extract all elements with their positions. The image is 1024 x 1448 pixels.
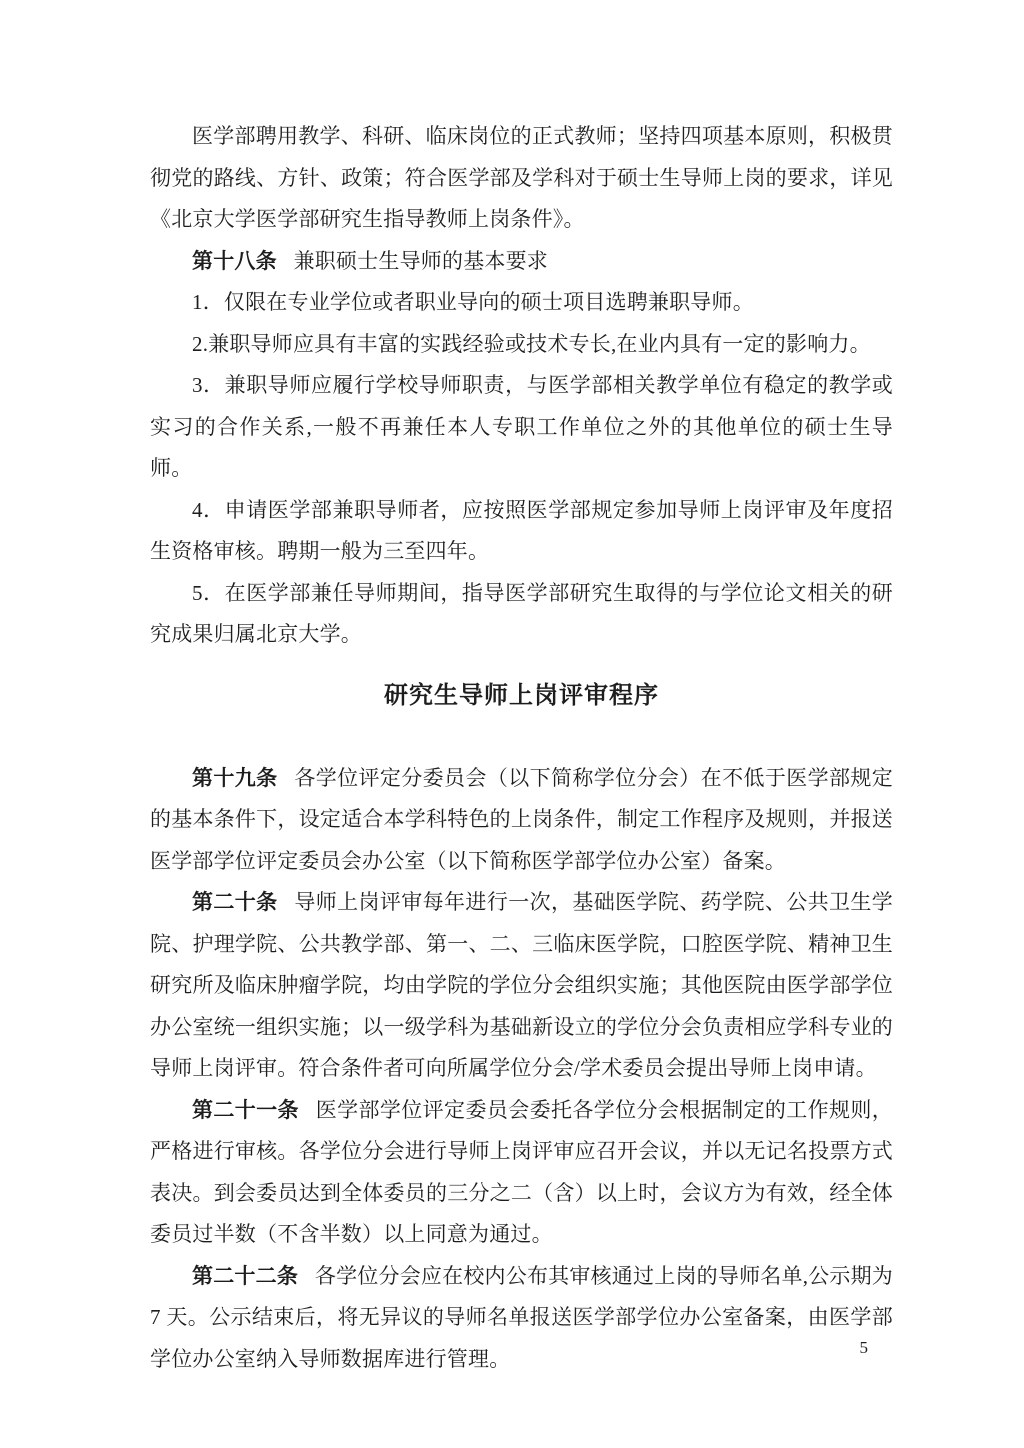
article-20-body: 导师上岗评审每年进行一次，基础医学院、药学院、公共卫生学院、护理学院、公共教学部、第一、二、三临床医学院，口腔医学院、精神卫生研究所及临床肿瘤学院，均由学院的学位分会组织实施；其他医院由医学部学位办公室统一组织实施；以一级学科为基础新设立的学位分会负责相应学科专业的导师上岗评审。符合条件者可向所属学位分会/学术委员会提出导师上岗申请。 (150, 890, 893, 1080)
page-number: 5 (859, 1338, 868, 1357)
list-item-3: 3．兼职导师应履行学校导师职责，与医学部相关教学单位有稳定的教学或实习的合作关系,一般不再兼任本人专职工作单位之外的其他单位的硕士生导师。 (150, 373, 893, 480)
article-21-body: 医学部学位评定委员会委托各学位分会根据制定的工作规则，严格进行审核。各学位分会进行导师上岗评审应召开会议，并以无记名投票方式表决。到会委员达到全体委员的三分之二（含）以上时，会议方为有效，经全体委员过半数（不含半数）以上同意为通过。 (150, 1097, 893, 1246)
article-22-number: 第二十二条 (192, 1263, 299, 1288)
list-item-1: 1．仅限在专业学位或者职业导向的硕士项目选聘兼职导师。 (192, 290, 754, 314)
list-item-4: 4．申请医学部兼职导师者，应按照医学部规定参加导师上岗评审及年度招生资格审核。聘期一般为三至四年。 (150, 497, 893, 563)
article-18-title: 兼职硕士生导师的基本要求 (293, 248, 549, 273)
article-18-number: 第十八条 (192, 248, 277, 273)
article-20-number: 第二十条 (192, 890, 278, 914)
article-18-paragraph (150, 241, 893, 283)
article-19-paragraph (150, 758, 893, 883)
article-21-paragraph (150, 1090, 893, 1256)
article-21-number: 第二十一条 (192, 1097, 299, 1122)
article-22-paragraph (150, 1256, 893, 1381)
section-heading: 研究生导师上岗评审程序 (384, 682, 659, 709)
intro-paragraph: 医学部聘用教学、科研、临床岗位的正式教师；坚持四项基本原则，积极贯彻党的路线、方针、政策；符合医学部及学科对于硕士生导师上岗的要求，详见《北京大学医学部研究生指导教师上岗条件》。 (150, 124, 893, 231)
article-19-body: 各学位评定分委员会（以下简称学位分会）在不低于医学部规定的基本条件下，设定适合本学科特色的上岗条件，制定工作程序及规则，并报送医学部学位评定委员会办公室（以下简称医学部学位办公室）备案。 (150, 765, 893, 873)
list-item-5: 5．在医学部兼任导师期间，指导医学部研究生取得的与学位论文相关的研究成果归属北京大学。 (150, 580, 893, 646)
list-item-2: 2.兼职导师应具有丰富的实践经验或技术专长,在业内具有一定的影响力。 (192, 331, 871, 356)
article-19-number: 第十九条 (192, 765, 278, 790)
article-22-body: 各学位分会应在校内公布其审核通过上岗的导师名单,公示期为 7 天。公示结束后，将无异议的导师名单报送医学部学位办公室备案，由医学部学位办公室纳入导师数据库进行管理。 (150, 1263, 893, 1371)
article-20-paragraph (150, 882, 893, 1090)
